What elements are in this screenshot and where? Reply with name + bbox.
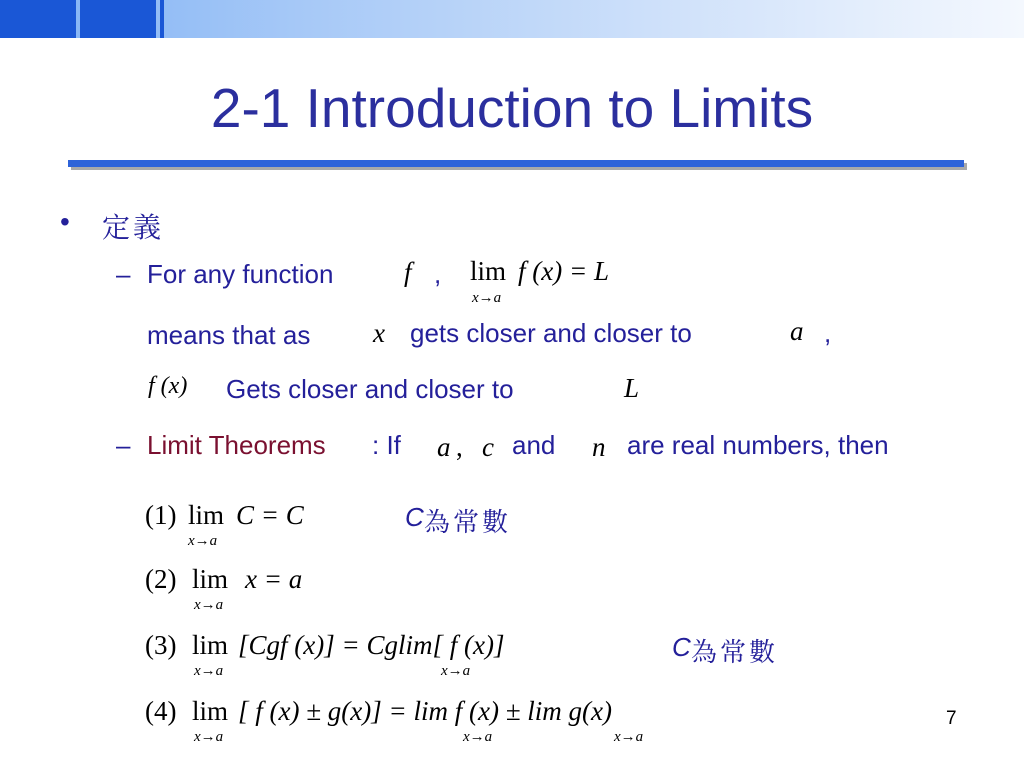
page-number: 7 <box>946 708 957 729</box>
definition-text-1: For any function <box>147 259 334 289</box>
dash: – <box>116 430 131 460</box>
theorem-subscript: x→a <box>194 729 224 745</box>
theorem-subscript: x→a <box>441 663 471 679</box>
bullet-heading: 定義 <box>102 211 165 244</box>
theorem-body: [ f (x) ± g(x)] = lim f (x) ± lim g(x) <box>238 696 612 726</box>
constant-c: C <box>672 632 691 662</box>
theorem-number: (2) <box>145 564 177 594</box>
comma: , <box>434 259 442 289</box>
comma: , <box>824 318 832 348</box>
theorem-lim: lim <box>192 696 229 726</box>
math-f: f <box>404 257 412 287</box>
top-banner <box>0 0 1024 38</box>
constant-note: 為常數 <box>424 508 512 538</box>
dash: – <box>116 259 131 289</box>
constant-note: 為常數 <box>691 638 779 668</box>
banner-square <box>160 0 164 38</box>
comma: , <box>456 432 463 462</box>
math-a: a <box>437 432 451 462</box>
theorem-subscript: x→a <box>463 729 493 745</box>
theorem-subscript: x→a <box>194 663 224 679</box>
theorem-number: (3) <box>145 630 177 660</box>
constant-c: C <box>405 502 424 532</box>
math-x: x <box>373 318 385 348</box>
definition-text-3: Gets closer and closer to <box>226 374 514 404</box>
math-fx: f (x) <box>148 373 188 399</box>
math-L: L <box>624 373 640 403</box>
theorem-body: x = a <box>245 564 303 594</box>
and-text: and <box>512 430 556 460</box>
limit-theorems-label: Limit Theorems <box>147 430 326 460</box>
theorems-intro: : If <box>372 430 401 460</box>
math-a: a <box>790 316 804 346</box>
banner-square <box>80 0 156 38</box>
theorem-number: (1) <box>145 500 177 530</box>
theorem-lim: lim <box>188 500 225 530</box>
theorem-lim: lim <box>192 630 229 660</box>
theorem-body: C = C <box>236 500 304 530</box>
theorem-lim: lim <box>192 564 229 594</box>
bullet-dot: • <box>60 206 70 237</box>
theorems-rest: are real numbers, then <box>627 430 889 460</box>
title-underline <box>68 160 964 167</box>
theorem-subscript: x→a <box>194 597 224 613</box>
theorem-number: (4) <box>145 696 177 726</box>
definition-text-2b: gets closer and closer to <box>410 318 692 348</box>
math-lim: lim <box>470 256 507 286</box>
math-c: c <box>482 432 494 462</box>
slide-title: 2-1 Introduction to Limits <box>210 77 814 139</box>
math-lim-body: f (x) = L <box>518 256 609 286</box>
definition-text-2: means that as <box>147 320 311 350</box>
theorem-subscript: x→a <box>614 729 644 745</box>
theorem-subscript: x→a <box>188 533 218 549</box>
math-lim-subscript: x→a <box>472 290 502 306</box>
banner-square <box>0 0 76 38</box>
theorem-body: [Cgf (x)] = Cglim[ f (x)] <box>238 630 505 660</box>
math-n: n <box>592 432 606 462</box>
